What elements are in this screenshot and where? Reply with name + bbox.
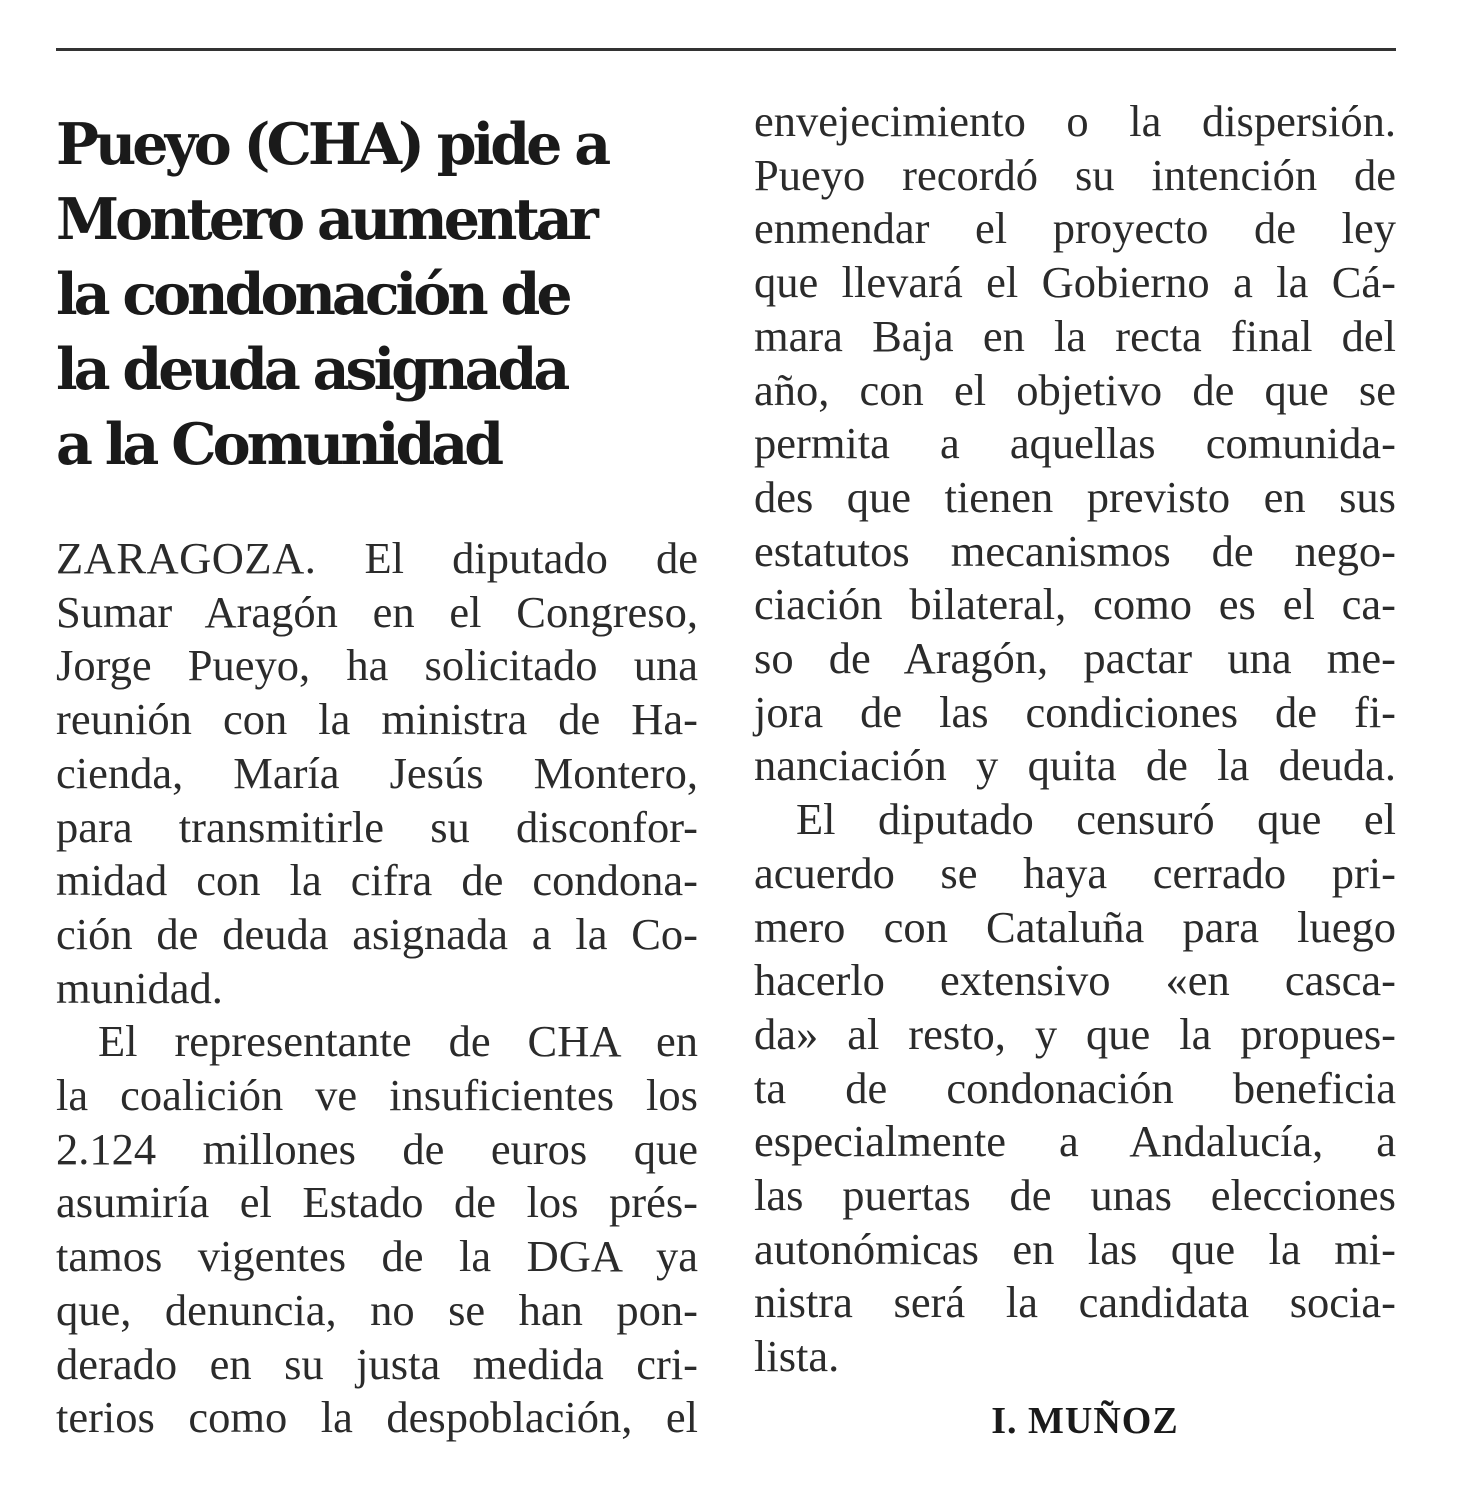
text-line: permita a aquellas comunida- xyxy=(754,418,1396,469)
text-line: mara Baja en la recta final del xyxy=(754,310,1396,361)
text-line: derado en su justa medida cri- xyxy=(56,1338,698,1389)
text-line: lista. xyxy=(754,1331,840,1382)
text-line: enmendar el proyecto de ley xyxy=(754,203,1396,254)
text-line: midad con la cifra de condona- xyxy=(56,855,698,906)
right-column xyxy=(754,95,1396,1443)
text-line: munidad. xyxy=(56,962,223,1013)
text-line: que, denuncia, no se han pon- xyxy=(56,1284,698,1335)
article-body-right xyxy=(754,95,1396,1384)
dateline: ZARAGOZA. xyxy=(56,533,317,583)
text-line: para transmitirle su disconfor- xyxy=(56,801,698,852)
text-line: estatutos mecanismos de nego- xyxy=(754,525,1396,576)
text-line: nanciación y quita de la deuda. xyxy=(754,740,1396,791)
text-line: Sumar Aragón en el Congreso, xyxy=(56,586,698,637)
text-line: la coalición ve insuficientes los xyxy=(56,1070,698,1121)
text-line: des que tienen previsto en sus xyxy=(754,471,1396,522)
text-line: envejecimiento o la dispersión. xyxy=(754,96,1396,146)
text-line: 2.124 millones de euros que xyxy=(56,1123,698,1174)
headline xyxy=(56,107,716,482)
text-fragment: El diputado de xyxy=(316,533,698,583)
text-line: Jorge Pueyo, ha solicitado una xyxy=(56,640,698,691)
paragraph xyxy=(56,532,698,1015)
top-rule xyxy=(56,48,1396,51)
text-line: El representante de CHA en xyxy=(98,1016,698,1067)
paragraph xyxy=(754,95,1396,793)
text-line: so de Aragón, pactar una me- xyxy=(754,633,1396,684)
author-byline: I. MUÑOZ xyxy=(991,1399,1179,1442)
text-line: da» al resto, y que la propues- xyxy=(754,1008,1396,1059)
headline-line: la deuda asignada xyxy=(56,336,567,403)
left-column xyxy=(56,95,698,1445)
text-line: autonómicas en las que la mi- xyxy=(754,1223,1396,1274)
paragraph xyxy=(56,1015,698,1445)
text-line: que llevará el Gobierno a la Cá- xyxy=(754,257,1396,308)
text-line: acuerdo se haya cerrado pri- xyxy=(754,847,1396,898)
text-line: ción de deuda asignada a la Co- xyxy=(56,908,698,959)
text-line: El diputado censuró que el xyxy=(796,794,1396,845)
headline-line: la condonación de xyxy=(56,261,569,328)
text-line: ta de condonación beneficia xyxy=(754,1062,1396,1113)
text-line: terios como la despoblación, el xyxy=(56,1392,698,1443)
text-line: asumiría el Estado de los prés- xyxy=(56,1177,698,1228)
text-line: especialmente a Andalucía, a xyxy=(754,1116,1396,1167)
text-line: tamos vigentes de la DGA ya xyxy=(56,1231,698,1282)
text-line: hacerlo extensivo «en casca- xyxy=(754,955,1396,1006)
article-body-left xyxy=(56,532,698,1445)
headline-line: Montero aumentar xyxy=(56,186,595,253)
text-line xyxy=(56,532,698,586)
text-line: cienda, María Jesús Montero, xyxy=(56,747,698,798)
text-line: ciación bilateral, como es el ca- xyxy=(754,579,1396,630)
paragraph xyxy=(754,793,1396,1384)
headline-line: Pueyo (CHA) pide a xyxy=(56,111,608,178)
text-line: reunión con la ministra de Ha- xyxy=(56,694,698,745)
text-line: jora de las condiciones de fi- xyxy=(754,686,1396,737)
text-line: año, con el objetivo de que se xyxy=(754,364,1396,415)
text-line: mero con Cataluña para luego xyxy=(754,901,1396,952)
headline-line: a la Comunidad xyxy=(56,411,501,478)
text-line: Pueyo recordó su intención de xyxy=(754,149,1396,200)
text-line: las puertas de unas elecciones xyxy=(754,1170,1396,1221)
text-line: nistra será la candidata socia- xyxy=(754,1277,1396,1328)
